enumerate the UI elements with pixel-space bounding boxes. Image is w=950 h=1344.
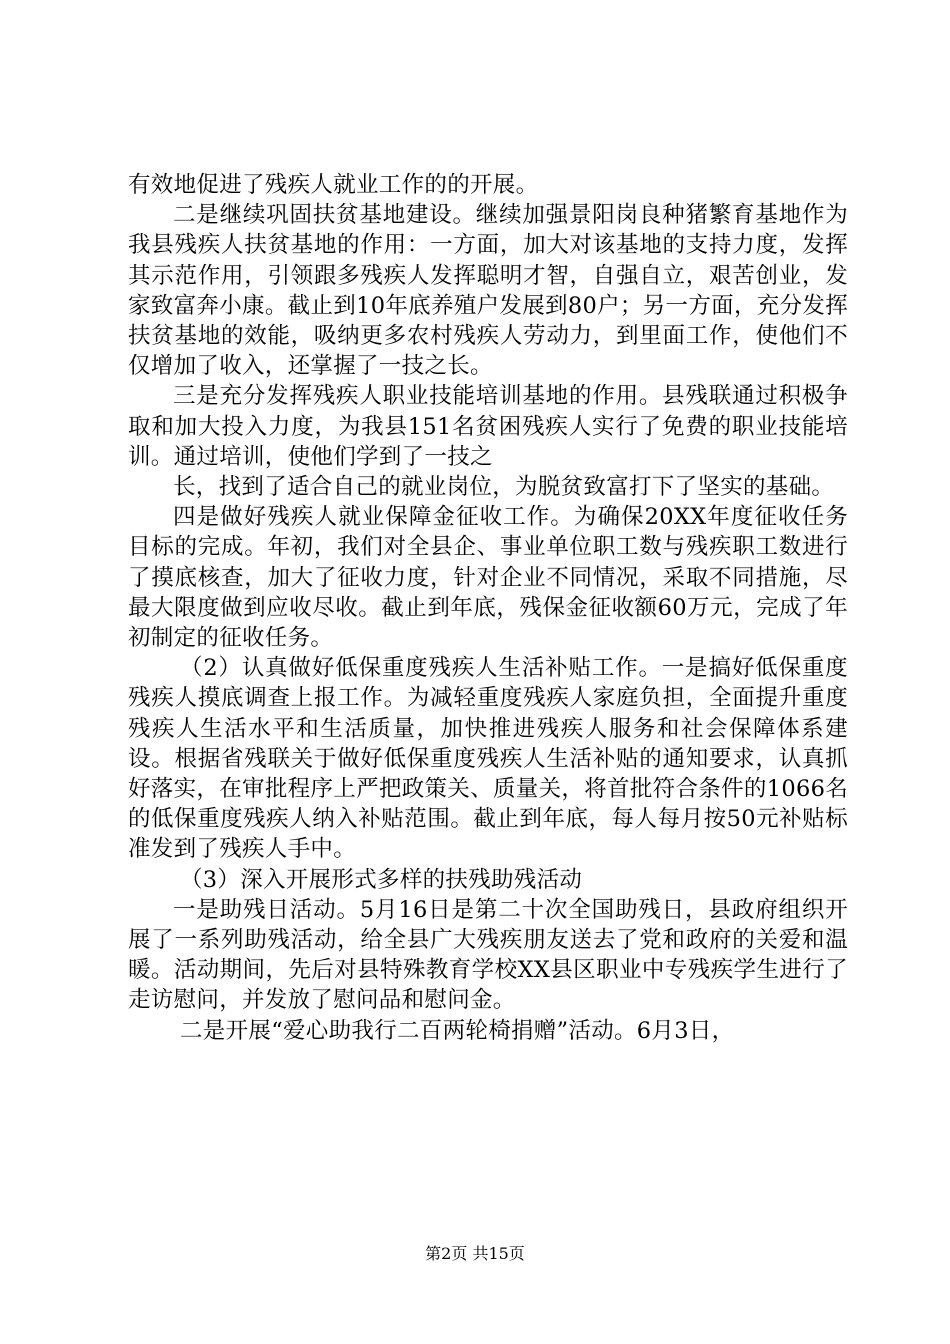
- paragraph-1: 有效地促进了残疾人就业工作的的开展。: [128, 172, 539, 198]
- paragraph-5: 四是做好残疾人就业保障金征收工作。为确保20XX年度征收任务目标的完成。年初，我们对全县企、事业单位职工数与残疾职工数进行了摸底核查，加大了征收力度，针对企业不同情况，采取不同措施，尽最大限度做到应收尽收。截止到年底，残保金征收额60万元，完成了年初制定的征收任务。: [128, 504, 848, 652]
- page-footer: 第2页 共15页: [425, 1244, 525, 1263]
- paragraph-6: （2）认真做好低保重度残疾人生活补贴工作。一是搞好低保重度残疾人摸底调查上报工作。为减轻重度残疾人家庭负担，全面提升重度残疾人生活水平和生活质量，加快推进残疾人服务和社会保障体系建设。根据省残联关于做好低保重度残疾人生活补贴的通知要求，认真抓好落实，在审批程序上严把政策关、质量关，将首批符合条件的1066名的低保重度残疾人纳入补贴范围。截止到年底，每人每月按50元补贴标准发到了残疾人手中。: [128, 655, 848, 863]
- paragraph-3: 三是充分发挥残疾人职业技能培训基地的作用。县残联通过积极争取和加大投入力度，为我县151名贫困残疾人实行了免费的职业技能培训。通过培训，使他们学到了一技之: [128, 383, 848, 470]
- paragraph-4: 长，找到了适合自己的就业岗位，为脱贫致富打下了坚实的基础。: [173, 474, 835, 501]
- paragraph-7: （3）深入开展形式多样的扶残助残活动: [180, 866, 583, 893]
- paragraph-9: 二是开展“爱心助我行二百两轮椅捐赠”活动。6月3日，: [180, 1017, 735, 1044]
- paragraph-8: 一是助残日活动。5月16日是第二十次全国助残日，县政府组织开展了一系列助残活动，给全县广大残疾朋友送去了党和政府的关爱和温暖。活动期间，先后对县特殊教育学校XX县区职业中专残疾学生进行了走访慰问，并发放了慰问品和慰问金。: [128, 896, 848, 1014]
- paragraph-2: 二是继续巩固扶贫基地建设。继续加强景阳岗良种猪繁育基地作为我县残疾人扶贫基地的作用：一方面，加大对该基地的支持力度，发挥其示范作用，引领跟多残疾人发挥聪明才智，自强自立，艰苦创业，发家致富奔小康。截止到10年底养殖户发展到80户；另一方面，充分发挥扶贫基地的效能，吸纳更多农村残疾人劳动力，到里面工作，使他们不仅增加了收入，还掌握了一技之长。: [128, 202, 848, 380]
- document-body: [128, 170, 848, 1046]
